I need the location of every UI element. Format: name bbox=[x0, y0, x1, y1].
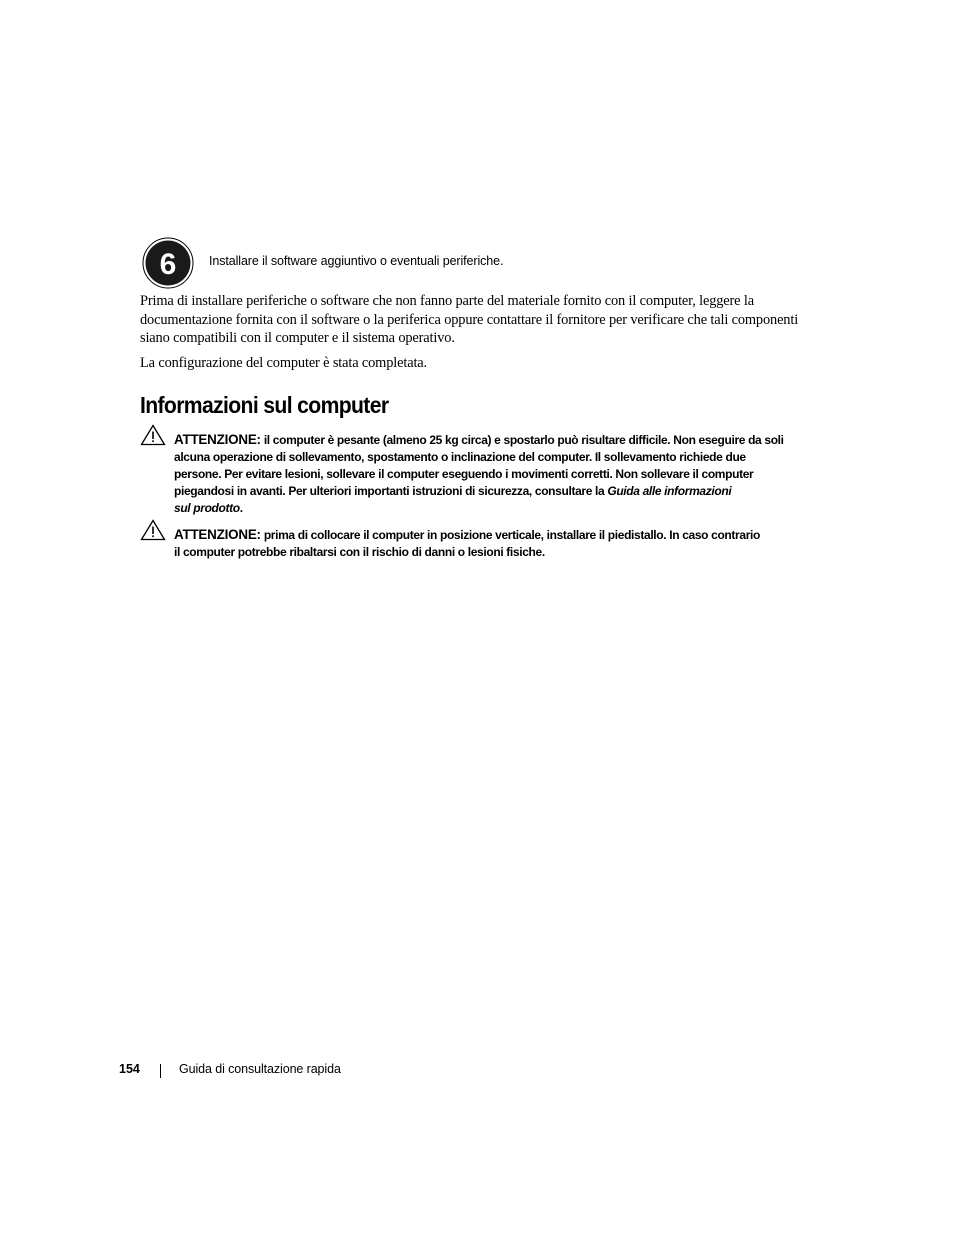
warning-label: ATTENZIONE: bbox=[174, 432, 261, 447]
warning-weight bbox=[174, 431, 834, 517]
step-number: 6 bbox=[159, 248, 177, 281]
product-info-guide-reference: Guida alle informazioni bbox=[607, 484, 732, 498]
warning-line: ATTENZIONE: il computer è pesante (almeno 25 kg circa) e spostarlo può risultare difficile. Non eseguire da soli bbox=[174, 432, 784, 447]
footer-separator bbox=[160, 1064, 161, 1078]
warning-label: ATTENZIONE: bbox=[174, 527, 261, 542]
intro-paragraph: Prima di installare periferiche o software che non fanno parte del materiale fornito con il computer, leggere la documentazione fornita con il software o la periferica oppure contattare il fornitore per verificare che tali componenti siano compatibili con il computer e il sistema operativo. bbox=[140, 293, 799, 346]
warning-stand bbox=[174, 526, 834, 561]
page-number: 154 bbox=[119, 1062, 140, 1076]
warning-line: sul prodotto. bbox=[174, 501, 243, 515]
warning-line: ATTENZIONE: prima di collocare il computer in posizione verticale, installare il piedistallo. In caso contrario bbox=[174, 527, 760, 542]
step-6-icon bbox=[142, 237, 194, 289]
warning-line: piegandosi in avanti. Per ulteriori importanti istruzioni di sicurezza, consultare la Guida alle informazioni bbox=[174, 484, 732, 498]
section-heading: Informazioni sul computer bbox=[140, 392, 389, 418]
warning-line: alcuna operazione di sollevamento, spostamento o inclinazione del computer. Il sollevamento richiede due bbox=[174, 450, 746, 464]
warning-triangle-icon bbox=[140, 519, 166, 541]
document-title: Guida di consultazione rapida bbox=[179, 1062, 341, 1076]
warning-triangle-icon bbox=[140, 424, 166, 446]
warning-line: il computer potrebbe ribaltarsi con il rischio di danni o lesioni fisiche. bbox=[174, 545, 545, 559]
warning-line: persone. Per evitare lesioni, sollevare il computer eseguendo i movimenti corretti. Non sollevare il computer bbox=[174, 467, 754, 481]
step-instruction: Installare il software aggiuntivo o eventuali periferiche. bbox=[209, 254, 504, 268]
completion-paragraph: La configurazione del computer è stata completata. bbox=[140, 355, 427, 371]
product-info-guide-reference-cont: sul prodotto bbox=[174, 501, 240, 515]
